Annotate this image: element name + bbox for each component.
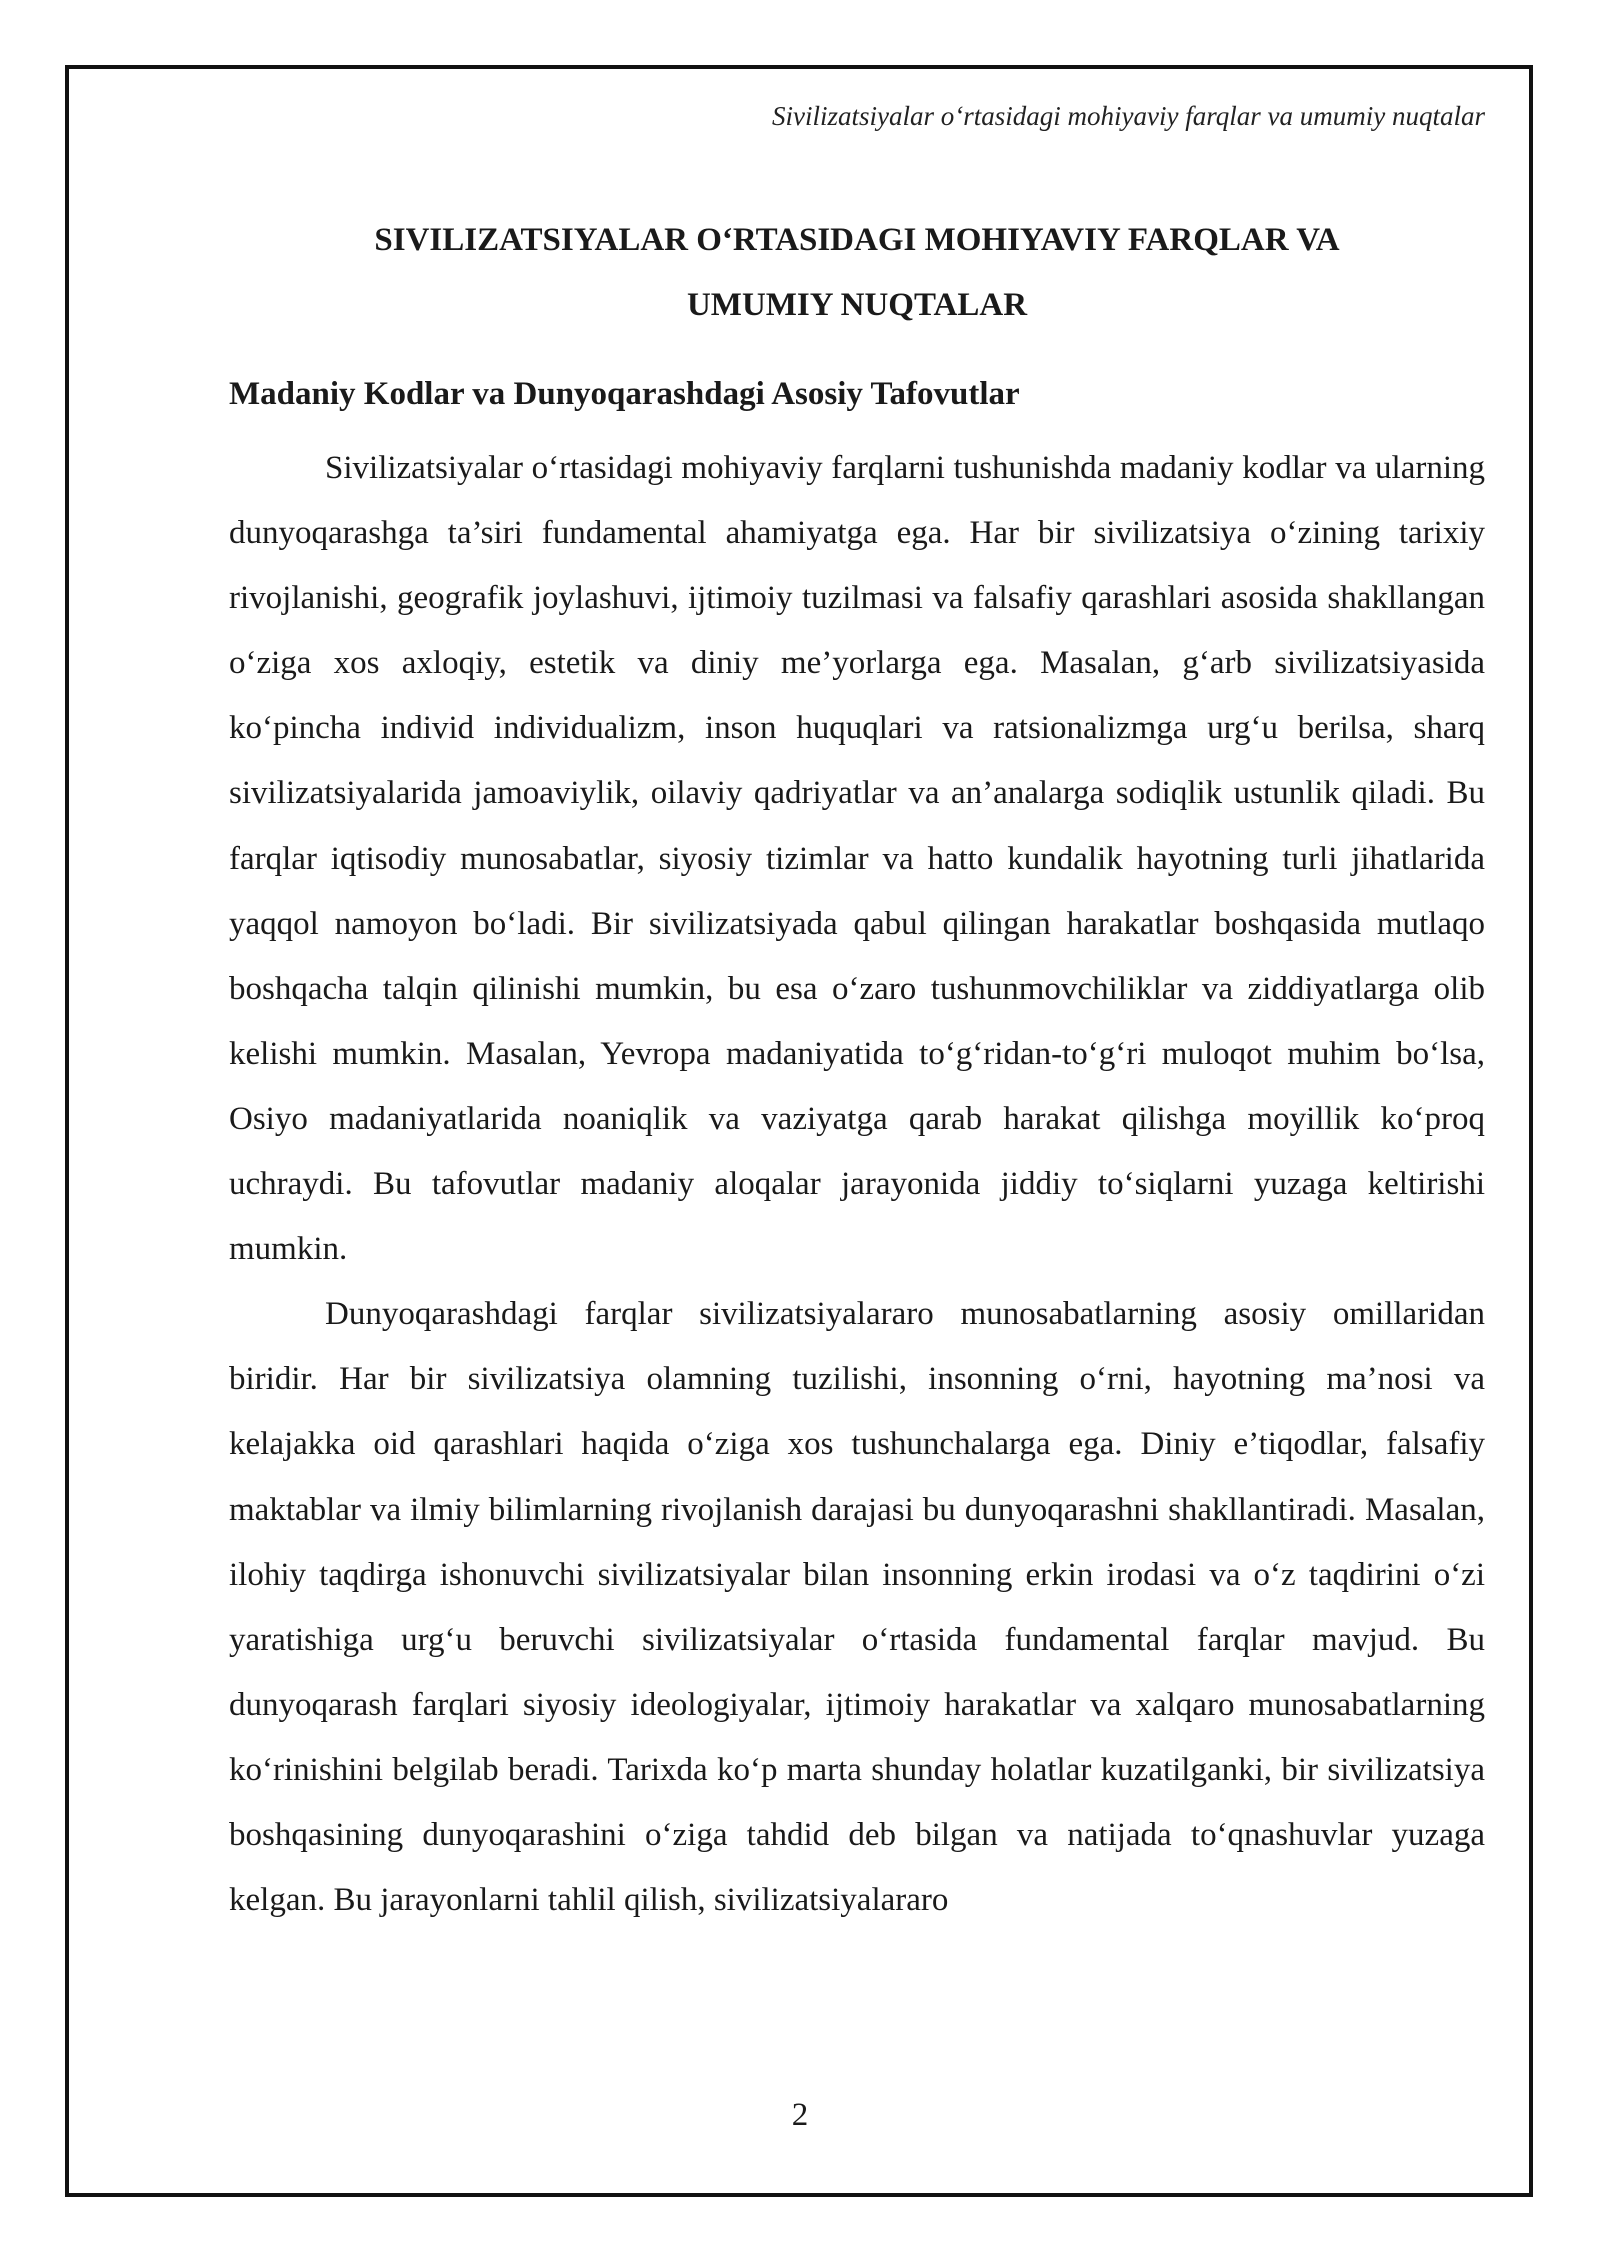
running-header: Sivilizatsiyalar o‘rtasidagi mohiyaviy farqlar va umumiy nuqtalar — [772, 101, 1485, 131]
body-paragraph-2: Dunyoqarashdagi farqlar sivilizatsiyalararo munosabatlarning asosiy omillaridan biridir. Har bir sivilizatsiya olamning tuzilishi, insonning o‘rni, hayotning ma’nosi va kelajakka oid qarashlari haqida o‘ziga xos tushunchalarga ega. Diniy e’tiqodlar, falsafiy maktablar va ilmiy bilimlarning rivojlanish darajasi bu dunyoqarashni shakllantiradi. Masalan, ilohiy taqdirga ishonuvchi sivilizatsiyalar bilan insonning erkin irodasi va o‘z taqdirini o‘zi yaratishiga urg‘u beruvchi sivilizatsiyalar o‘rtasida fundamental farqlar mavjud. Bu dunyoqarash farqlari siyosiy ideologiyalar, ijtimoiy harakatlar va xalqaro munosabatlarning ko‘rinishini belgilab beradi. Tarixda ko‘p marta shunday holatlar kuzatilganki, bir sivilizatsiya boshqasining dunyoqarashini o‘ziga tahdid deb bilgan va natijada to‘qnashuvlar yuzaga kelgan. Bu jarayonlarni tahlil qilish, sivilizatsiyalararo — [229, 1296, 1485, 1919]
document-title: SIVILIZATSIYALAR O‘RTASIDAGI MOHIYAVIY FARQLAR VA UMUMIY NUQTALAR — [374, 222, 1340, 323]
section-heading: Madaniy Kodlar va Dunyoqarashdagi Asosiy Tafovutlar — [229, 376, 1020, 412]
page-number: 2 — [791, 2097, 809, 2133]
body-paragraph-1: Sivilizatsiyalar o‘rtasidagi mohiyaviy farqlarni tushunishda madaniy kodlar va ularning dunyoqarashga ta’siri fundamental ahamiyatga ega. Har bir sivilizatsiya o‘zining tarixiy rivojlanishi, geografik joylashuvi, ijtimoiy tuzilmasi va falsafiy qarashlari asosida shakllangan o‘ziga xos axloqiy, estetik va diniy me’yorlarga ega. Masalan, g‘arb sivilizatsiyasida ko‘pincha individ individualizm, inson huquqlari va ratsionalizmga urg‘u berilsa, sharq sivilizatsiyalarida jamoaviylik, oilaviy qadriyatlar va an’analarga sodiqlik ustunlik qiladi. Bu farqlar iqtisodiy munosabatlar, siyosiy tizimlar va hatto kundalik hayotning turli jihatlarida yaqqol namoyon bo‘ladi. Bir sivilizatsiyada qabul qilingan harakatlar boshqasida mutlaqo boshqacha talqin qilinishi mumkin, bu esa o‘zaro tushunmovchiliklar va ziddiyatlarga olib kelishi mumkin. Masalan, Yevropa madaniyatida to‘g‘ridan-to‘g‘ri muloqot muhim bo‘lsa, Osiyo madaniyatlarida noaniqlik va vaziyatga qarab harakat qilishga moyillik ko‘proq uchraydi. Bu tafovutlar madaniy aloqalar jarayonida jiddiy to‘siqlarni yuzaga keltirishi mumkin. — [229, 450, 1485, 1268]
page-content — [229, 208, 1485, 1933]
